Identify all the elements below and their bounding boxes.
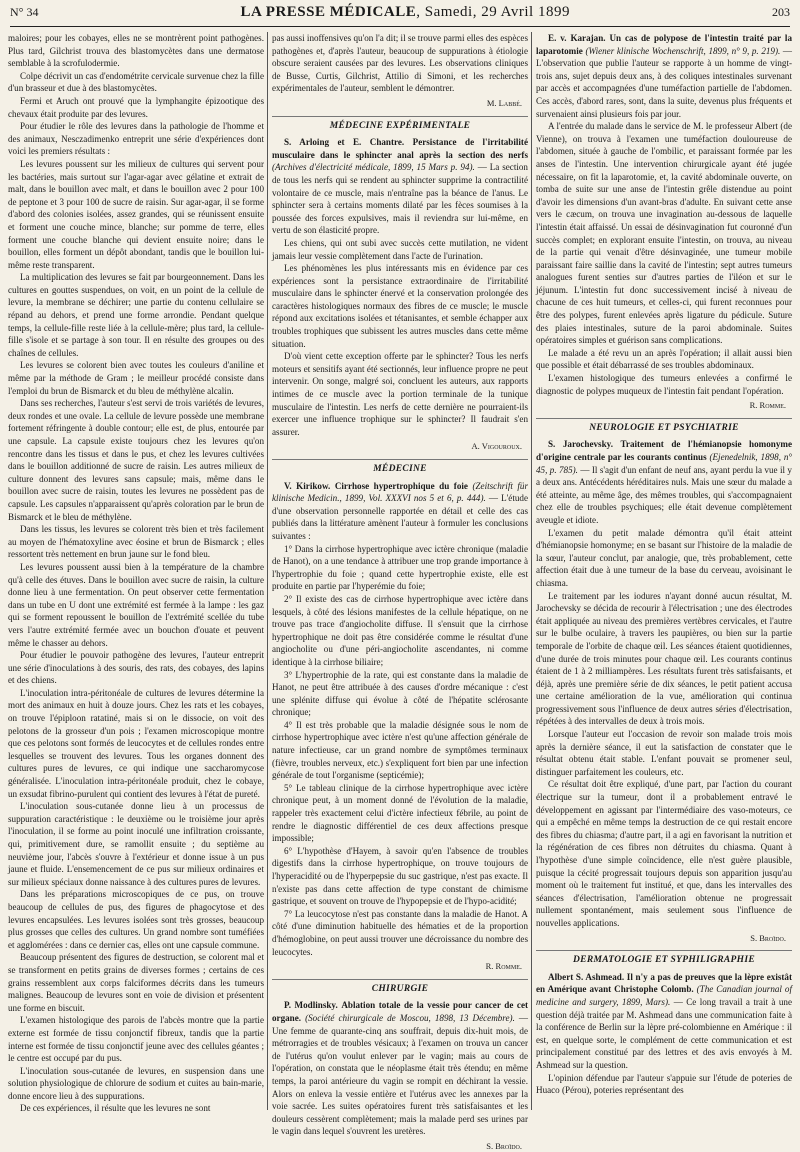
paragraph: L'examen histologique des parois de l'abcès montre que la partie externe est formée de tissu conjonctif fibreux, tandis que la partie interne est formée de tissu conjonctif jeune avec des cellules géantes ; le centre est occupé par du pus. [8, 1015, 264, 1064]
paragraph: Beaucoup présentent des figures de destruction, se colorent mal et se transforment en petits grains de diverses formes ; certains de ces grains ressemblent aux corps falciformes décrits dans les tumeurs malignes. Beaucoup de levures sont en voie de division et présentent une forme en biscuit. [8, 952, 264, 1013]
article-body: — L'étude d'une observation personnelle rapportée en détail et celle des cas publiés dans la littérature amènent l'auteur à formuler les conclusions suivantes : [272, 493, 528, 541]
paragraph: maloires; pour les cobayes, elles ne se montrèrent point pathogènes. Plus tard, Gilchrist trouva des blastomycètes dans une dermatose semblable à la scrofulodermie. [8, 33, 264, 69]
column-2 [272, 32, 529, 1151]
paragraph: L'examen du petit malade démontra qu'il était atteint d'hémianopsie homonyme; en se basant sur l'histoire de la maladie de la sœur, l'auteur conclut, par analogie, que, très probablement, cette affection était due à une tumeur de la base du cerveau, avoisinant le chiasma. [536, 527, 792, 588]
article [536, 438, 792, 526]
paragraph: L'examen histologique des tumeurs enlevées a confirmé le diagnostic de polypes muqueux de l'intestin fait pendant l'opération. [536, 373, 792, 396]
author-signature: M. Labbé. [486, 97, 522, 108]
paragraph: Pour étudier le rôle des levures dans la pathologie de l'homme et des animaux, Nesczadimenko entreprit une série d'expériences dont voici les premiers résultats : [8, 121, 264, 157]
article-author: V. Kirikow. [284, 480, 331, 491]
article-paragraphs [272, 543, 528, 959]
paragraph: D'où vient cette exception offerte par le sphincter? Tous les nerfs moteurs et sensitifs ayant été sectionnés, leur influence propre ne peut intervenir. On songe, malgré soi, concluent les auteurs, aux rapports intimes de ce muscle avec la portion terminale de la tunique musculaire de l'intestin. Les nerfs de cette dernière ne pourraient-ils exercer une influence trophique sur le sphincter? Il faudrait s'en assurer. [272, 351, 528, 437]
paragraph: La multiplication des levures se fait par bourgeonnement. Dans les cultures en gouttes suspendues, on voit, en un point de la cellule de levure, la membrane se déchirer; une partie du contenu cellulaire se répand au dehors, et prend une forme arrondie. Pendant quelque temps, la cellule-fille reste liée à la cellule-mère; plus tard, la cellule-fille s'isole et se partage à son tour. Il en résulte des groupes ou des chaînes de cellules. [8, 272, 264, 358]
article-title: Il n'y a pas de preuves que la lèpre existât en Amérique avant Christophe Colomb. [536, 971, 793, 995]
paragraph: Les chiens, qui ont subi avec succès cette mutilation, ne vident jamais leur vessie complètement dans l'acte de l'urination. [272, 237, 528, 261]
page-header [10, 4, 790, 27]
article-body: — Ce long travail a trait à une question déjà traitée par M. Ashmead dans une communication faite à la conférence de Berlin sur la lèpre pré-colombienne en Amérique : il est, en quelque sorte, le complément de cette communication et est principalement constitué par des lettres et des avis envoyés à M. Ashmead sur la question. [536, 996, 792, 1070]
paragraph: L'inoculation intra-péritonéale de cultures de levures détermine la mort des animaux en huit à douze jours. Chez les rats et les cobayes, on trouve l'épiploon ratatiné, mais si on le dissocie, on voit des pelotons de la grosseur d'un pois ; l'examen microscopique montre que ces pelotons sont formés de leucocytes et de cellules rondes entre lesquelles se trouvent des levures. Tous les organes donnent des cultures pures de levures, ce qui indique une saccharomycose généralisée. L'inoculation intra-péritonéale produit, chez le cobaye, un exsudat fibrino-purulent qui contient des levures à l'état de pureté. [8, 687, 264, 799]
paragraph: Colpe décrivit un cas d'endométrite cervicale survenue chez la fille d'un brasseur et due à des blastomycètes. [8, 70, 264, 94]
article-title: Cirrhose hypertrophique du foie [334, 480, 468, 491]
paragraph: De ces expériences, il résulte que les levures ne sont [20, 1103, 211, 1114]
article-title: Un cas de polypose de l'intestin traité par la laparotomie [536, 33, 792, 56]
column-3 [536, 32, 792, 1110]
paragraph: 1° Dans la cirrhose hypertrophique avec ictère chronique (maladie de Hanot), on a une tendance à attribuer une trop grande importance à l'hypertrophie du foie ; quand cette hypertrophie existe, elle est produite en partie par l'hyperémie du foie; [272, 543, 528, 592]
paragraph: Dans les tissus, les levures se colorent très bien et très facilement au moyen de l'hématoxyline avec éosine et brun de Bismarck ; elles ressortent très nettement en brun jaune sur le fond bleu. [8, 524, 264, 560]
paragraph: Les levures poussent aussi bien à la température de la chambre qu'à celle des étuves. Dans le bouillon avec sucre de raisin, la culture donne lieu à une fermentation. On peut observer cette fermentation dans un tube en U dont une extrémité est fermée à la lampe : les gaz qui se forment repoussent le bouillon de l'extrémité scellée du tube vers l'autre extrémité fermée avec un bouchon d'ouate et peuvent même le chasser au dehors. [8, 561, 264, 648]
section-heading: NEUROLOGIE ET PSYCHIATRIE [536, 418, 792, 435]
column-divider [531, 32, 532, 1110]
paragraph: 2° Il existe des cas de cirrhose hypertrophique avec ictère dans lesquels, à côté des lésions manifestes de la cellule hépatique, on ne trouve pas trace d'angiocholite diffuse. Il s'ensuit que la cirrhose hypertrophique ne doit pas être considérée comme le résultat d'une angiocholite ou d'une péri-angiocholite ascendantes, ni comme identique à la cirrhose biliaire; [272, 593, 528, 667]
article [272, 999, 528, 1138]
article-title: Persistance de l'irritabilité musculaire dans le sphincter anal après la section des nerfs [272, 137, 528, 160]
article-body: — La section de tous les nerfs qui se rendent au sphincter supprime la contractilité volontaire de ce muscle, mais n'entraîne pas la béance de l'anus. Le sphincter sera à certains moments dilaté par les fèces soumises à la poussée des forces expulsives, mais il reviendra sur lui-même, en vertu de son élasticité propre. [272, 162, 528, 236]
section-heading: MÉDECINE [272, 459, 528, 476]
section-heading: MÉDECINE EXPÉRIMENTALE [272, 116, 528, 133]
paragraph: L'inoculation sous-cutanée de levures, en suspension dans une solution physiologique de chlorure de sodium et cuites au bain-marie, donne encore lieu à des suppurations. [8, 1065, 264, 1101]
paragraph: Fermi et Aruch ont prouvé que la lymphangite épizootique des chevaux était produite par des levures. [8, 95, 264, 119]
article-author: S. Jarochevsky. [548, 439, 613, 450]
journal-title [241, 4, 570, 21]
paragraph: Le traitement par les iodures n'ayant donné aucun résultat, M. Jarochevsky se décida de recourir à l'électrisation ; une des électrodes était appliquée au niveau des premières vertèbres cervicales, et l'autre sur le bulbe oculaire, à travers les paupières, ou bien sur la partie temporale de l'orbite de chaque œil. Les séances étaient quotidiennes, d'une durée de trois minutes pour chaque œil. Les courants continus étaient de 1 à 2 milliampères. Les résultats furent très satisfaisants, et déjà, après une première série de dix séances, le petit patient accusa une certaine amélioration de la vue, amélioration qui continua progressivement sous l'influence de deux autres séries d'électrisation, répétées à des intervalles de deux à trois mois. [536, 590, 792, 727]
author-signature: R. Romme. [749, 400, 786, 411]
paragraph: Dans ses recherches, l'auteur s'est servi de trois variétés de levures, deux rondes et une ovale. La cellule de levure possède une membrane fortement réfringente à double contour; elle est, de plus, entourée par une capsule. La capsule existe toujours chez les levures qu'on rencontre dans les tissus et dans le pus, et chez les levures cultivées dans le bouillon additionné de sucre de raisin. Les autres milieux de culture donnent des levures sans capsule; mais, même dans le bouillon avec sucre de raisin, toutes les levures ne possèdent pas de capsule. Les capsules n'apparaissent qu'après coloration par le brun de Bismarck et le bleu de méthylène. [8, 398, 264, 522]
author-signature: S. Broïdo. [486, 1140, 522, 1151]
article-title: Traitement de l'hémianopsie homonyme d'origine centrale par les courants continus [536, 439, 792, 462]
article-title: Ablation totale de la vessie pour cancer de cet organe. [272, 1000, 529, 1023]
issue-date: , Samedi, 29 Avril 1899 [416, 4, 570, 20]
article-author: E. v. Karajan. [548, 33, 606, 43]
paragraph: 3° L'hypertrophie de la rate, qui est constante dans la maladie de Hanot, ne peut être attribuée à des causes d'ordre mécanique : c'est une splénite diffuse qui évolue à côté de l'hépatite sclérosante chronique; [272, 669, 528, 718]
paragraph: Le malade a été revu un an après l'opération; il allait aussi bien que possible et était débarrassé de ses troubles abdominaux. [536, 347, 792, 371]
section-heading: CHIRURGIE [272, 979, 528, 996]
article-paragraphs [536, 527, 792, 930]
article-paragraphs [272, 237, 528, 439]
paragraph: L'inoculation sous-cutanée donne lieu à un processus de suppuration caractéristique : le deuxième ou le troisième jour après l'inoculation, il se forme au point inoculé une infiltration croissante, qui, primitivement dure, se ramollit ensuite ; du septième au neuvième jour, l'abcès s'ouvre à l'extérieur et donne issue à un pus jaune et fluide. L'ensemencement de ce pus sur milieux ordinaires et sur milieux spéciaux donne naissance à des cultures pures de levures. [8, 801, 264, 887]
article-source: (Archives d'électricité médicale, 1899, 15 Mars p. 94). [272, 162, 475, 173]
article-author: P. Modlinsky. [284, 1000, 338, 1011]
article-body: — Il s'agit d'un enfant de neuf ans, ayant perdu la vue il y a deux ans. Antécédents héréditaires nuls. Mais une sœur du malade a été atteinte, au même âge, des mêmes troubles, qui s'accompagnaient chez elle de troubles psychiques; elle était devenue complètement aveugle et idiote. [536, 464, 792, 525]
article-author: S. Arloing et E. Chantre. [284, 137, 405, 148]
article-source: (The Canadian journal of medicine and surgery, 1899, Mars). [536, 984, 792, 1007]
paragraph: Dans les préparations microscopiques de ce pus, on trouve beaucoup de cellules de pus, des figures de phagocytose et des levures encapsulées. Les levures isolées sont très grosses, beaucoup plus grosses que celles des cultures. Un grand nombre sont tuméfiées et agglomérées : dans ce dernier cas, elles ont une capsule commune. [8, 889, 264, 950]
issue-number: N° 34 [10, 5, 39, 19]
article-paragraphs [536, 120, 792, 397]
article [272, 136, 528, 237]
paragraph: Les levures poussent sur les milieux de cultures qui servent pour les bactéries, mais surtout sur l'agar-agar avec gélatine et extrait de malt, dans le bouillon avec malt, et dans le bouillon avec 2 pour 100 de peptone et 3 pour 100 de sucre de raisin. Sur agar-agar, il se forme d'abord des colonies isolées, assez grandes, qui se réunissent ensuite et forment une couche mince, blanche; sur pomme de terre, elles forment une couche blanche qui devient ensuite noire; dans le bouillon, elles forment un dépôt abondant, tandis que le bouillon lui-même reste transparent. [8, 158, 264, 270]
journal-name: LA PRESSE MÉDICALE [240, 4, 417, 20]
paragraph: 4° Il est très probable que la maladie désignée sous le nom de cirrhose hypertrophique avec ictère n'est qu'une affection générale de nature infectieuse, car un grand nombre de symptômes terminaux (fièvre, troubles nerveux, etc.) s'expliquent fort bien par une infection générale de tout l'organisme (septicémie); [272, 719, 528, 781]
column-1 [8, 32, 264, 1114]
paragraph: 5° Le tableau clinique de la cirrhose hypertrophique avec ictère chronique peut, à un moment donné de l'évolution de la maladie, rappeler très exactement celui d'ictère infectieux fébrile, au point de rendre le diagnostic différentiel de ces deux affections presque impossible; [272, 782, 528, 844]
paragraph: 6° L'hypothèse d'Hayem, à savoir qu'en l'absence de troubles digestifs dans la cirrhose hypertrophique, on trouve toujours de l'hyperacidité ou de l'hyperpepsie du suc gastrique, n'est pas exacte. Il n'existe pas dans cette affection de type constant de chimisme gastrique, et souvent on trouve de l'hypopepsie et de l'hypo-acidité; [272, 845, 528, 907]
article-paragraphs [536, 1072, 792, 1097]
article-author: Albert S. Ashmead. [548, 971, 625, 982]
author-signature: A. Vigouroux. [471, 441, 522, 452]
article-source: (Zeitschrift für klinische Medicin., 1899, Vol. XXXVI nos 5 et 6, p. 444). [272, 480, 528, 504]
author-signature: S. Broïdo. [750, 932, 786, 943]
article-body: — L'observation que publie l'auteur se rapporte à un homme de vingt-trois ans, sujet depuis deux ans, à des coliques intestinales survenant par accès et accompagnées d'une tuméfaction partielle de l'abdomen. Ces accès, d'abord rares, sont, dans la suite, devenus plus fréquents et survenaient ainsi plusieurs fois par jour. [536, 45, 793, 119]
paragraph: 7° La leucocytose n'est pas constante dans la maladie de Hanot. A côté d'une diminution habituelle des hématies et de la proportion d'hémoglobine, on peut aussi trouver une décroissance du nombre des leucocytes. [272, 908, 528, 957]
article-body: — Une femme de quarante-cinq ans souffrait, depuis dix-huit mois, de métrorragies et de troubles vésicaux; à l'examen on trouva un cancer de l'utérus qu'on voulut enlever par le vagin; mais au cours de l'opération, on constata que le néoplasme était très étendu; en même temps, la paroi antérieure du vagin se rompit en déchirant la vessie. Alors on enleva la vessie entière et l'utérus avec les annexes par la voie sacrée. Les suites opératoires furent très satisfaisantes et les douleurs cessèrent complètement; mais la malade perd ses urines par le vagin dans lequel s'ouvrent les uretères. [272, 1012, 529, 1137]
column-divider [267, 32, 268, 1110]
paragraph: Les phénomènes les plus intéressants mis en évidence par ces expériences sont la persistance extraordinaire de l'irritabilité musculaire dans le sphincter énervé et la conservation prolongée des caractères histologiques normaux des fibres de ce muscle; le muscle répond aux excitations isolées et tétanisantes, et semble échapper aux troubles trophiques que subissent les autres muscles dans cette même situation. [272, 263, 528, 349]
paragraph: Les levures se colorent bien avec toutes les couleurs d'aniline et même par la méthode de Gram ; le meilleur procédé consiste dans l'emploi du brun de Bismarck et du bleu de méthylène alcalin. [8, 360, 264, 396]
paragraph: Pour étudier le pouvoir pathogène des levures, l'auteur entreprit une série d'inoculations à des souris, des rats, des cobayes, des lapins et des chiens. [8, 650, 264, 686]
paragraph: Lorsque l'auteur eut l'occasion de revoir son malade trois mois après la dernière séance, il eut la satisfaction de constater que le résultat obtenu était stable. L'enfant pouvait se promener seul, distinguer parfaitement les couleurs, etc. [536, 729, 792, 777]
article-source: (Ejenedelnik, 1898, n° 45, p. 785). [536, 452, 793, 475]
author-signature: R. Romme. [485, 961, 522, 972]
paragraph: Ce résultat doit être expliqué, d'une part, par l'action du courant électrique sur la tumeur, dont il a probablement entravé le développement en agissant par l'intermédiaire des vaso-moteurs, ce qui a empêché en même temps la destruction de ce qui restait encore des fibres du chiasma; d'autre part, il a agi en favorisant la nutrition et la régénération de ces fibres non détruites du chiasma. Quant à l'hypothèse d'une simple coïncidence, elle n'est guère plausible, puisque la cécité progressait toujours depuis son apparition jusqu'au moment où le traitement fut institué, et que, dans les intervalles des séances d'électrisation, l'amélioration obtenue ne progressait nullement spontanément, mais seulement sous l'influence de nouvelles applications. [536, 779, 792, 928]
page-number: 203 [772, 5, 790, 19]
article [272, 480, 528, 543]
paragraph: pas aussi inoffensives qu'on l'a dit; il se trouve parmi elles des espèces pathogènes et, d'après l'auteur, beaucoup de suppurations à étiologie obscure seraient causées par des levures. Les observations cliniques de Busse, Curtis, Gilchrist, Attilio di Simoni, et les recherches expérimentales de l'auteur, semblent le démontrer. [272, 33, 528, 94]
article-source: (Société chirurgicale de Moscou, 1898, 13 Décembre). [305, 1012, 515, 1023]
paragraph: L'opinion défendue par l'auteur s'appuie sur l'étude de poteries de Huaco (Pérou), poteries représentant des [536, 1072, 792, 1096]
article [536, 32, 792, 120]
article-source: (Wiener klinische Wochenschrift, 1899, n° 9, p. 219). [585, 45, 781, 56]
paragraph: A l'entrée du malade dans le service de M. le professeur Albert (de Vienne), on trouva à l'examen une tuméfaction douloureuse de l'abdomen, située à gauche de l'ombilic, et paraissant formée par les anses de l'intestin. Une intervention chirurgicale ayant été jugée nécessaire, on fit la laparotomie, et, la cavité abdominale ouverte, on tomba de suite sur une anse de l'intestin grêle distendue au point d'avoir les dimensions d'un avant-bras d'adulte. En suivant cette anse vers le cæcum, on trouva une invagination au-dessous de laquelle l'intestin était affaissé. Un essai de désinvagination fut couronné d'un succès complet; en explorant ensuite l'intestin, on trouva, au niveau de la partie qui venait d'être désinvaginée, une tumeur mobile paraissant faire saillie dans la cavité de l'intestin; sept autres tumeurs analogues furent senties sur d'autres parties de l'iléon et sur le jéjunum. L'intestin fut donc successivement incisé à niveau de chacune de ces huit tumeurs, et celles-ci, qui furent reconnues pour être des polypes, furent enlevées après ligature du pédicule. Suture des plaies intestinales, suture de la paroi abdominale. Suites opératoires simples et guérison sans complications. [536, 121, 792, 346]
section-heading: DERMATOLOGIE ET SYPHILIGRAPHIE [536, 950, 792, 967]
article [536, 971, 792, 1072]
